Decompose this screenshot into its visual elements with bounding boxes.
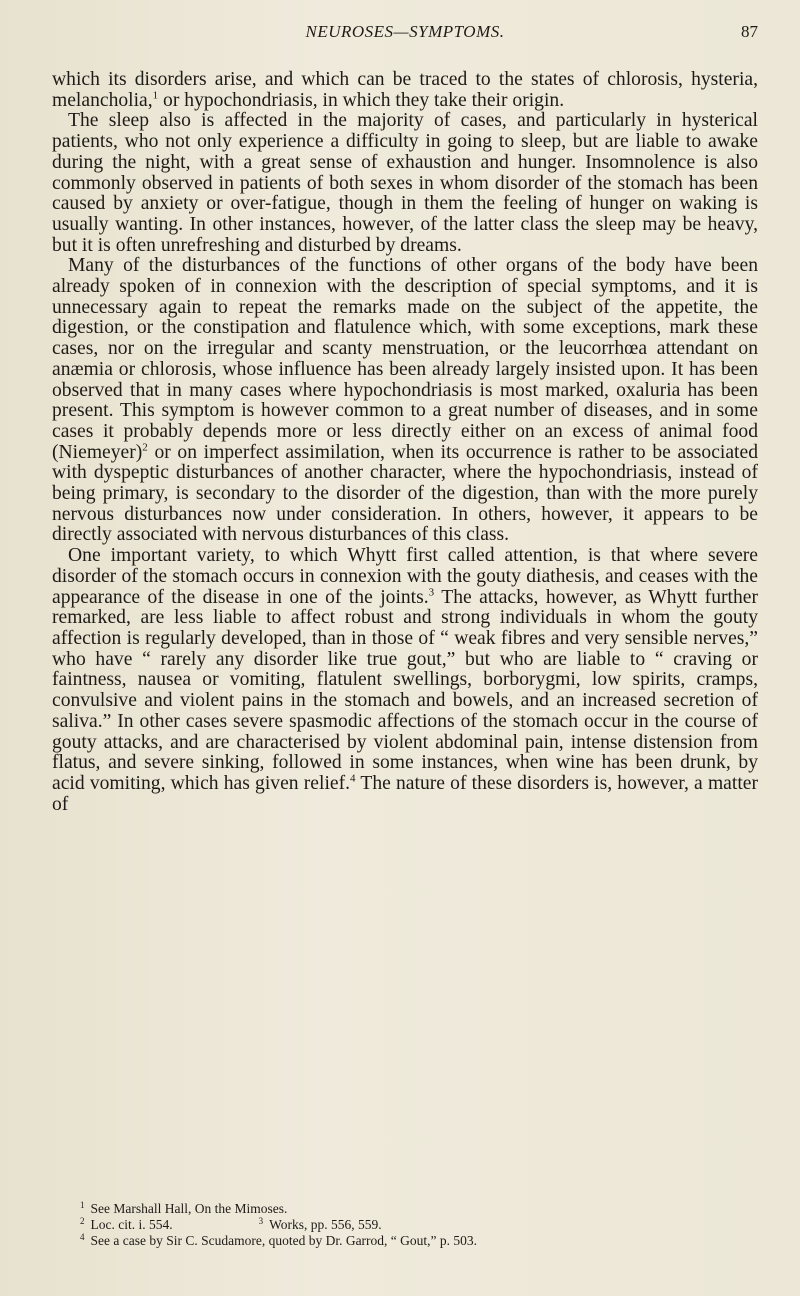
footnote-ref-1: 1 [152, 89, 159, 102]
paragraph-1: which its disorders arise, and which can be traced to the states of chlorosis, hysteria, melancholia,$^1$ or hypochondriasis, in which they take their origin. [52, 69, 758, 111]
page-header [52, 20, 758, 48]
footnote-ref-4: 4 [350, 772, 356, 785]
paragraph-3: Many of the disturbances of the functions of other organs of the body have been already spoken of in connexion with the description of special symptoms, and it is unnecessary again to repeat the remarks made on the subject of the appetite, the digestion, or the constipation and flatulence which, with some exceptions, mark these cases, nor on the irregular and scanty menstruation, or the leucorrhœa attendant on anæmia or chlorosis, whose influence has been already largely insisted upon. It has been observed that in many cases where hypochondriasis is most marked, oxaluria has been present. This symptom is however common to a great number of diseases, and in some cases it probably depends more or less directly either on an excess of animal food (Niemeyer)$^2$ or on imperfect assimilation, when its occurrence is rather to be associated with dyspeptic disturbances of another character, where the hypochondriasis, instead of being primary, is secondary to the disorder of the digestion, than with the more purely nervous disturbances now under consideration. In others, however, it appears to be directly associated with nervous disturbances of this class. [52, 255, 758, 546]
footnote-4: $^4$ See a case by Sir C. Scudamore, quoted by Dr. Garrod, “ Gout,” p. 503. [80, 1231, 478, 1248]
footnote-3: $^3$ Works, pp. 556, 559. [258, 1215, 382, 1232]
page-number: 87 [741, 22, 758, 41]
footnote-2-3: $^2$ Loc. cit. i. 554. $^3$ Works, pp. 556, 559. [80, 1215, 382, 1232]
running-head: NEUROSES—SYMPTOMS. [305, 22, 505, 41]
footnote-ref-2: 2 [142, 441, 148, 454]
footnote-1: $^1$ See Marshall Hall, On the Mimoses. [80, 1199, 288, 1216]
footnote-ref-3: 3 [428, 586, 435, 599]
paragraph-2: The sleep also is affected in the majority of cases, and particularly in hysterical patients, who not only experience a difficulty in going to sleep, but are liable to awake during the night, with a great sense of exhaustion and hunger. Insomnolence is also commonly observed in patients of both sexes in whom disorder of the stomach has been caused by anxiety or over-fatigue, though in them the feeling of hunger on waking is usually wanting. In other instances, however, of the latter class the sleep may be heavy, but it is often unrefreshing and disturbed by dreams. [52, 110, 758, 256]
body-text [52, 70, 758, 815]
paragraph-4: One important variety, to which Whytt first called attention, is that where severe disorder of the stomach occurs in connexion with the gouty diathesis, and ceases with the appearance of the disease in one of the joints.$^3$ The attacks, however, as Whytt further remarked, are less liable to affect robust and strong individuals in whom the gouty affection is regularly developed, than in those of “ weak fibres and very sensible nerves,” who have “ rarely any disorder like true gout,” but who are liable to “ craving or faintness, nausea or vomiting, flatulent swellings, borborygmi, low spirits, cramps, convulsive and violent pains in the stomach and bowels, and an increased secretion of saliva.” In other cases severe spasmodic affections of the stomach occur in the course of gouty attacks, and are characterised by violent abdominal pain, intense distension from flatus, and severe sinking, followed in some instances, when wine has been drunk, by acid vomiting, which has given relief.$^4$ The nature of these disorders is, however, a matter of [52, 545, 758, 815]
footnotes [80, 1201, 740, 1249]
